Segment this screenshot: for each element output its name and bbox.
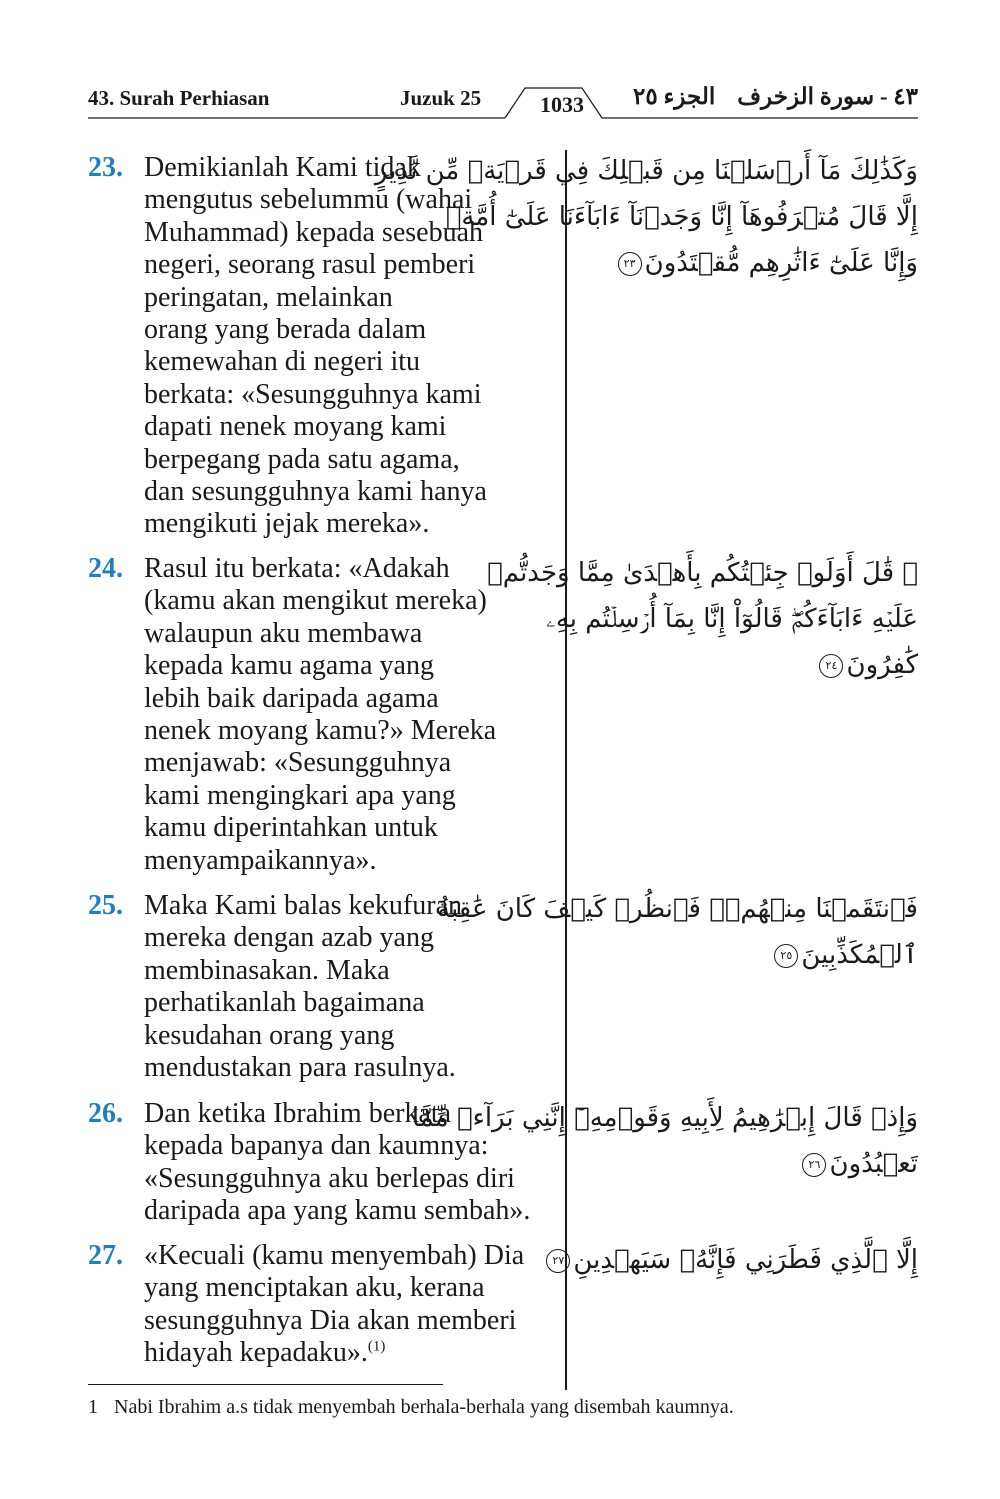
arabic-line: فَٱنتَقَمۡنَا مِنۡهُمۡۖ فَٱنظُرۡ كَيۡفَ كَانَ عَٰقِبَةُ	[437, 894, 918, 924]
juz-label-arabic: الجزء ٢٥	[633, 84, 716, 109]
verse-number: 25.	[88, 890, 123, 921]
arabic-line: وَإِنَّا عَلَىٰٓ ءَاثَٰرِهِم مُّقۡتَدُونَ	[644, 248, 918, 278]
arabic-line: وَكَذَٰلِكَ مَآ أَرۡسَلۡنَا مِن قَبۡلِكَ فِي قَرۡيَةٖ مِّن نَّذِيرٍ	[374, 156, 918, 186]
arabic-line: وَإِذۡ قَالَ إِبۡرَٰهِيمُ لِأَبِيهِ وَقَوۡمِهِۦٓ إِنَّنِي بَرَآءٞ مِّمَّا	[411, 1103, 918, 1133]
ayah-end-marker: ٢٧	[546, 1249, 570, 1273]
verse-text: Rasul itu berkata: «Adakah (kamu akan mengikut mereka) walaupun aku membawa kepada kamu agama yang lebih baik daripada agama nenek moyang kamu?» Mereka menjawab: «Sesungguhnya kami mengingkari apa yang kamu diperintahkan untuk menyampaikannya».	[144, 553, 497, 876]
ayah-end-marker: ٢٤	[819, 654, 843, 678]
verse-24-translation	[88, 553, 558, 877]
footnote-text: Nabi Ibrahim a.s tidak menyembah berhala-berhala yang disembah kaumnya.	[114, 1396, 734, 1418]
verse-text: Maka Kami balas kekufuran mereka dengan azab yang membinasakan. Maka perhatikanlah bagaimana kesudahan orang yang mendustakan para rasulnya.	[144, 890, 462, 1084]
verse-text: «Kecuali (kamu menyembah) Dia yang menciptakan aku, kerana sesungguhnya Dia akan memberi hidayah kepadaku».	[144, 1240, 525, 1369]
page-number: 1033	[540, 92, 584, 117]
verse-27-translation	[88, 1240, 558, 1370]
ayah-end-marker: ٢٥	[774, 944, 798, 968]
ayah-end-marker: ٢٣	[618, 252, 642, 276]
arabic-line: كَٰفِرُونَ	[846, 650, 918, 680]
footnote-ref[interactable]: (1)	[367, 1338, 386, 1355]
page-header	[88, 84, 918, 124]
arabic-line: ٱلۡمُكَذِّبِينَ	[801, 940, 918, 970]
arabic-line: عَلَيۡهِ ءَابَآءَكُمۡۖ قَالُوٓاْ إِنَّا بِمَآ أُرۡسِلۡتُم بِهِۦ	[545, 604, 918, 634]
verse-number: 26.	[88, 1098, 123, 1129]
verse-number: 23.	[88, 152, 123, 183]
verse-text: Demikianlah Kami tidak mengutus sebelummu (wahai Muhammad) kepada sesebuah negeri, seorang rasul pemberi peringatan, melainkan orang yang berada dalam kemewahan di negeri itu berkata: «Sesungguhnya kami dapati nenek moyang kami berpegang pada satu agama, dan sesungguhnya kami hanya mengikuti jejak mereka».	[144, 152, 487, 540]
verse-24-arabic	[487, 550, 918, 688]
footnote-number: 1	[88, 1396, 98, 1418]
verse-text: Dan ketika Ibrahim berkata kepada bapanya dan kaumnya: «Sesungguhnya aku berlepas diri daripada apa yang kamu sembah».	[144, 1098, 531, 1227]
surah-title-arabic: ٤٣ - سورة الزخرف	[737, 84, 918, 109]
verse-23-arabic	[374, 148, 918, 286]
column-divider	[565, 150, 567, 1390]
arabic-line: إِلَّا ٱلَّذِي فَطَرَنِي فَإِنَّهُۥ سَيَهۡدِينِ	[573, 1245, 918, 1275]
verse-27-arabic	[552, 1237, 918, 1283]
verse-number: 24.	[88, 553, 123, 584]
verse-26-arabic	[411, 1095, 918, 1187]
footnote	[88, 1396, 734, 1419]
arabic-line: إِلَّا قَالَ مُتۡرَفُوهَآ إِنَّا وَجَدۡنَآ ءَابَآءَنَا عَلَىٰٓ أُمَّةٖ	[445, 202, 918, 232]
footnote-separator	[88, 1384, 443, 1385]
verse-number: 27.	[88, 1240, 123, 1271]
arabic-line: ۞ قَٰلَ أَوَلَوۡ جِئۡتُكُم بِأَهۡدَىٰ مِمَّا وَجَدتُّمۡ	[487, 558, 918, 588]
arabic-line: تَعۡبُدُونَ	[829, 1149, 918, 1179]
juz-label-latin: Juzuk 25	[400, 86, 482, 110]
verse-25-arabic	[437, 886, 918, 978]
ayah-end-marker: ٢٦	[802, 1153, 826, 1177]
surah-title-latin: 43. Surah Perhiasan	[88, 86, 270, 110]
